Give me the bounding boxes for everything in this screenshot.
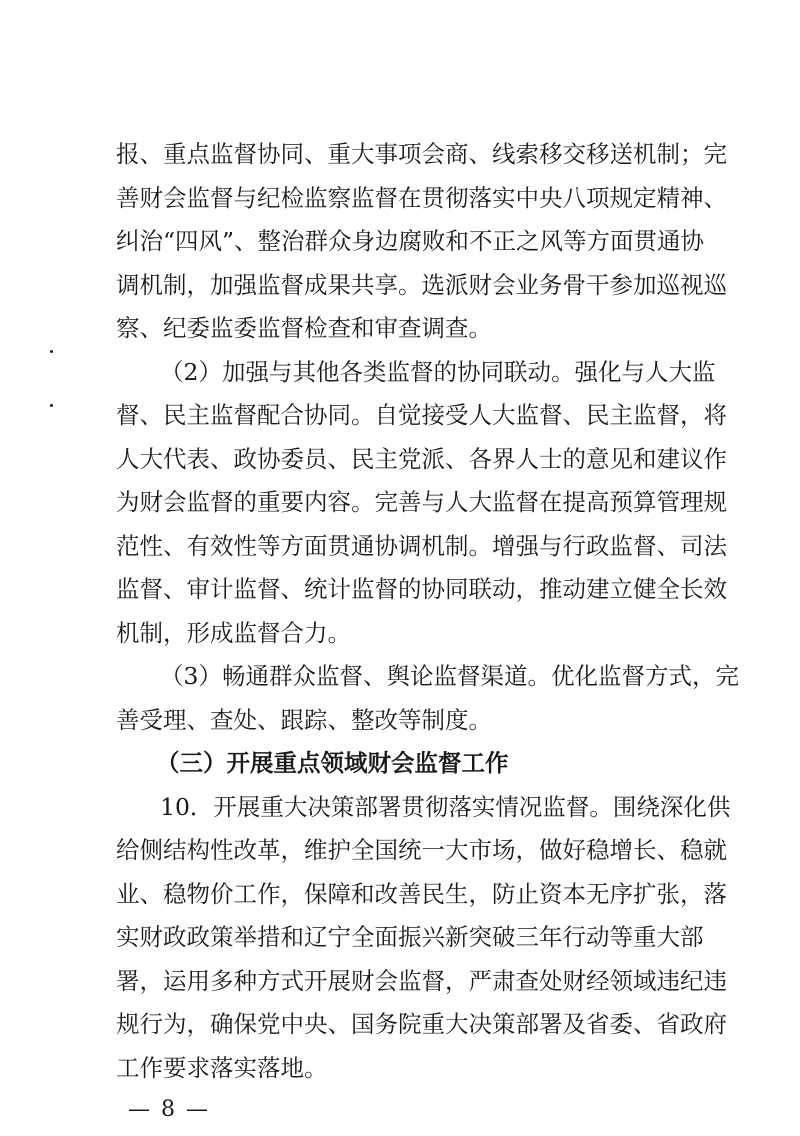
section-heading: （三）开展重点领域财会监督工作 [156, 749, 509, 777]
paragraph-line: 督、民主监督配合协同。自觉接受人大监督、民主监督，将 [116, 401, 727, 429]
paragraph-line: 10．开展重大决策部署贯彻落实情况监督。围绕深化供 [160, 792, 731, 821]
paragraph-line: 调机制，加强监督成果共享。选派财会业务骨干参加巡视巡 [116, 270, 727, 299]
paragraph-line: 规行为，确保党中央、国务院重大决策部署及省委、省政府 [116, 1010, 727, 1038]
paragraph-line: 纠治“四风”、整治群众身边腐败和不正之风等方面贯通协 [116, 227, 705, 255]
paragraph-line: （2）加强与其他各类监督的协同联动。强化与人大监 [160, 357, 716, 386]
paragraph-line: （3）畅通群众监督、舆论监督渠道。优化监督方式，完 [160, 662, 739, 690]
paragraph-line: 实财政政策举措和辽宁全面振兴新突破三年行动等重大部 [116, 923, 704, 951]
paragraph-line: 业、稳物价工作，保障和改善民生，防止资本无序扩张，落 [116, 879, 727, 908]
paragraph-line: 范性、有效性等方面贯通协调机制。增强与行政监督、司法 [116, 531, 727, 560]
scan-mark [50, 350, 53, 353]
paragraph-line: 察、纪委监委监督检查和审查调查。 [116, 314, 492, 342]
paragraph-line: 报、重点监督协同、重大事项会商、线索移交移送机制；完 [116, 140, 727, 168]
paragraph-line: 监督、审计监督、统计监督的协同联动，推动建立健全长效 [116, 575, 727, 603]
paragraph-line: 善财会监督与纪检监察监督在贯彻落实中央八项规定精神、 [116, 183, 727, 212]
paragraph-line: 机制，形成监督合力。 [116, 618, 351, 647]
paragraph-line: 署，运用多种方式开展财会监督，严肃查处财经领域违纪违 [116, 966, 727, 995]
scan-mark [50, 404, 53, 407]
paragraph-line: 为财会监督的重要内容。完善与人大监督在提高预算管理规 [116, 488, 727, 516]
paragraph-line: 善受理、查处、跟踪、整改等制度。 [116, 705, 492, 734]
paragraph-line: 工作要求落实落地。 [116, 1053, 328, 1082]
paragraph-line: 人大代表、政协委员、民主党派、各界人士的意见和建议作 [116, 444, 727, 473]
paragraph-line: 给侧结构性改革，维护全国统一大市场，做好稳增长、稳就 [116, 836, 727, 864]
page-number: — 8 — [128, 1097, 210, 1122]
